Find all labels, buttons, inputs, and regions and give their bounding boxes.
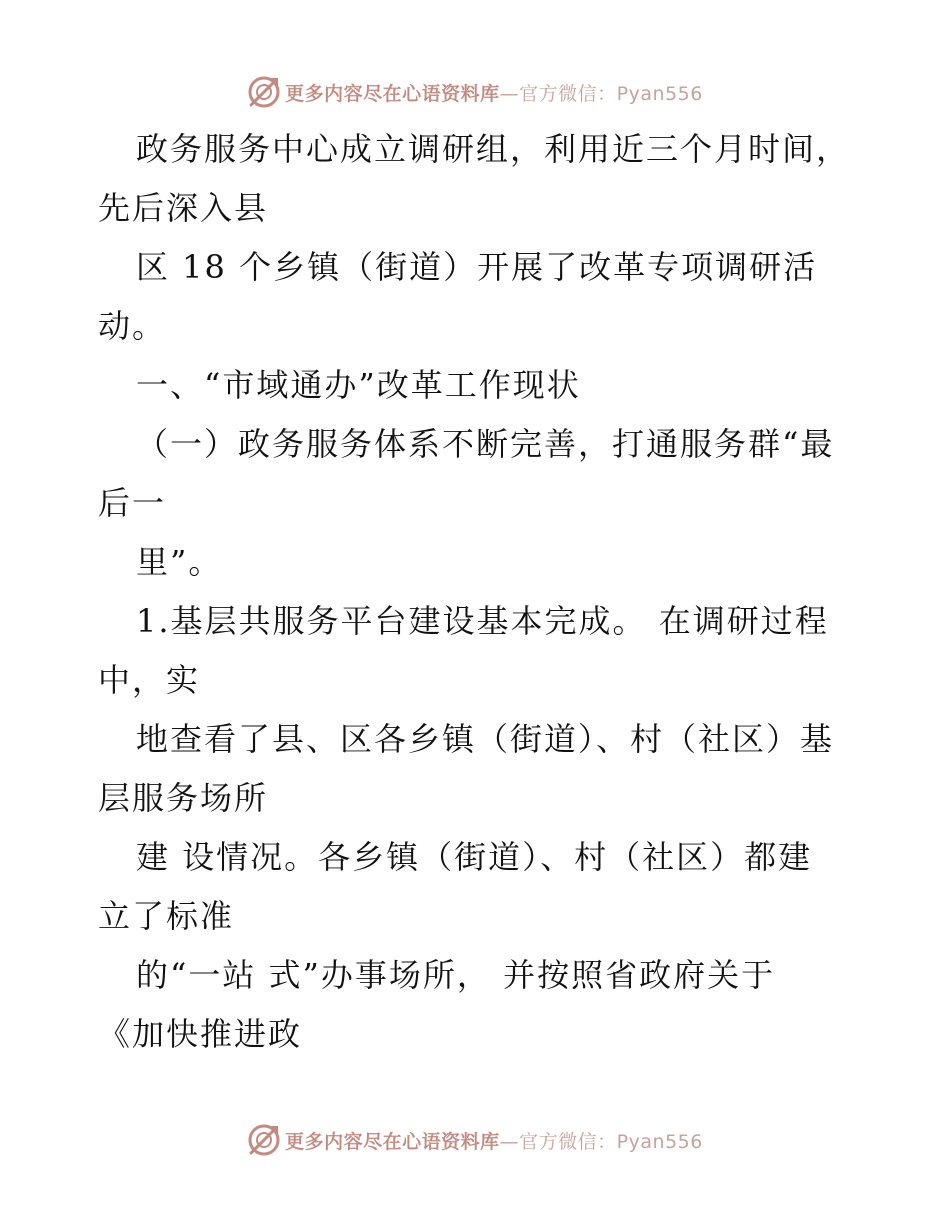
text-line: 建 设情况。各乡镇（街道）、村（社区）都建 (136, 838, 813, 876)
watermark-sub-text: —官方微信：Pyan556 (499, 82, 703, 105)
watermark-main-text: 更多内容尽在心语资料库 (285, 82, 500, 105)
document-body (98, 120, 878, 1064)
subsection-heading: （一）政务服务体系不断完善，打通服务群“最 (136, 425, 835, 463)
watermark-main-text: 更多内容尽在心语资料库 (285, 1130, 500, 1153)
footer-watermark (0, 1120, 950, 1160)
text-line: 中，实 (98, 661, 201, 699)
text-line: 政务服务中心成立调研组，利用近三个月时间， (136, 130, 851, 168)
watermark-sub-text: —官方微信：Pyan556 (499, 1130, 703, 1153)
text-line: 动。 (98, 307, 167, 345)
text-line: 的“一站 式”办事场所， 并按照省政府关于 (136, 956, 776, 994)
text-line: 后一 (98, 484, 167, 522)
header-watermark (0, 72, 950, 112)
brand-logo-icon (247, 1123, 281, 1157)
text-line: 立了标准 (98, 897, 235, 935)
text-line: 层服务场所 (98, 779, 269, 817)
text-line: 1.基层共服务平台建设基本完成。 在调研过程 (136, 602, 829, 640)
text-line: 里”。 (136, 543, 223, 581)
brand-logo-icon (247, 75, 281, 109)
text-line: 《加快推进政 (98, 1015, 303, 1053)
text-line: 区 18 个乡镇（街道）开展了改革专项调研活 (136, 248, 818, 286)
text-line: 地查看了县、区各乡镇（街道）、村（社区）基 (136, 720, 835, 758)
section-heading: 一、“市域通办”改革工作现状 (136, 366, 581, 404)
text-line: 先后深入县 (98, 189, 269, 227)
